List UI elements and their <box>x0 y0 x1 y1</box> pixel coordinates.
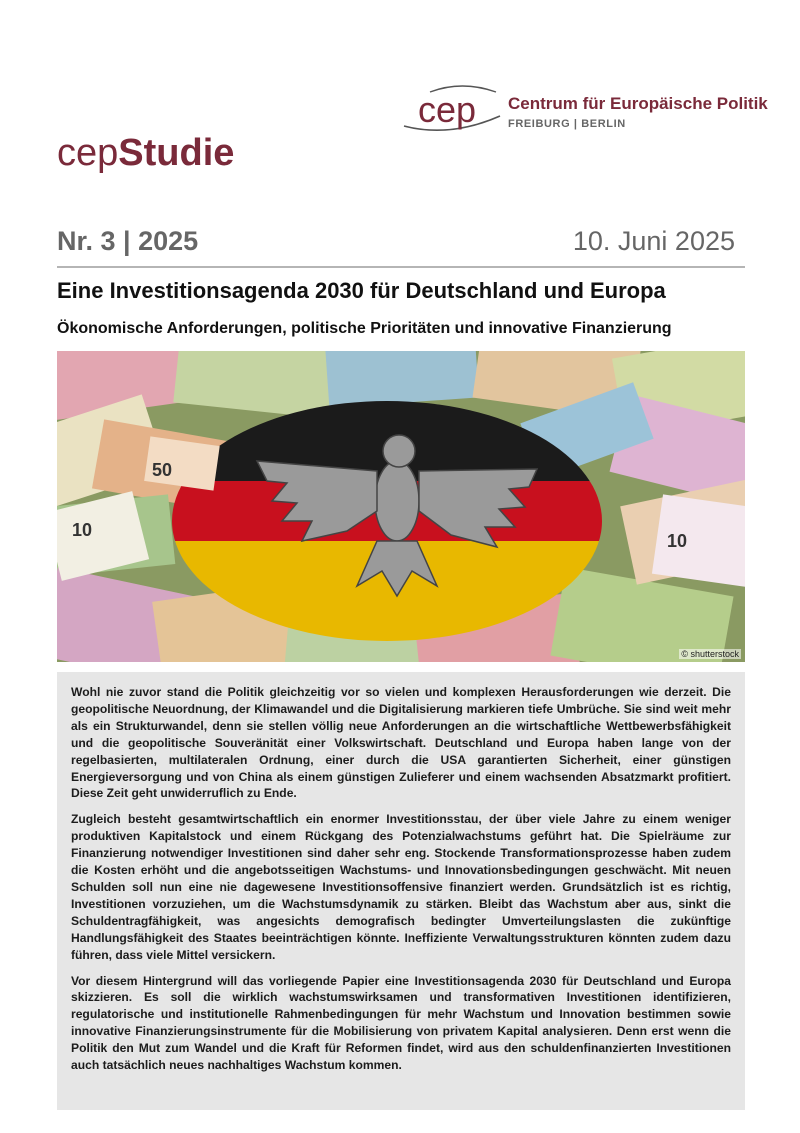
issue-meta <box>57 226 745 268</box>
svg-text:50: 50 <box>152 460 173 480</box>
abstract-paragraph: Vor diesem Hintergrund will das vorliegende Papier eine Investitionsagenda 2030 für Deutschland und Europa skizzieren. Es soll die wirklich wachstumswirksamen und transformativen Investitionen identifizieren, regulatorische und institutionelle Rahmenbedingungen für mehr Wachstum und Innovation bestimmen sowie innovative Finanzierungsinstrumente für die Mobilisierung von privatem Kapital analysieren. Denn erst wenn die Politik den Mut zum Wandel und die Kraft für Reformen findet, wird aus den schuldenfinanzierten Investitionen auch tatsächlich neues nachhaltiges Wachstum kommen. <box>71 973 731 1073</box>
series-title <box>57 132 234 175</box>
org-name: Centrum für Europäische Politik <box>508 94 768 113</box>
document-subtitle: Ökonomische Anforderungen, politische Prioritäten und innovative Finanzierung <box>57 320 672 337</box>
abstract-box <box>57 672 745 1110</box>
series-name: Studie <box>118 132 235 174</box>
issue-number: Nr. 3 | 2025 <box>57 226 199 256</box>
series-prefix: cep <box>57 132 119 174</box>
abstract-paragraph: Zugleich besteht gesamtwirtschaftlich ein enormer Investitionsstau, der über viele Jahre zu einem weniger produktiven Kapitalstock und einem Rückgang des Potenzialwachstums geführt hat. Die Spielräume zur Finanzierung notwendiger Investitionen sind daher sehr eng. Stockende Transformationsprozesse haben zudem die Kosten erhöht und die angebotsseitigen Wachstums- und Innovationsbedingungen geschwächt. Mit neuen Schulden soll nun eine nie dagewesene Investitionsoffensive finanziert werden. Grundsätzlich ist es richtig, Investitionen vorzuziehen, um die Wachstumsdynamik zu stärken. Bleibt das Wachstum aber aus, sinkt die Schuldentragfähigkeit, was angesichts demografisch bedingter Umverteilungslasten die zukünftige Handlungsfähigkeit des Staates beeinträchtigen könnte. Ineffiziente Verwaltungsstrukturen könnten zudem dazu führen, dass viele Mittel versickern. <box>71 812 731 962</box>
cep-logo-mark <box>400 82 508 142</box>
issue-date: 10. Juni 2025 <box>572 226 735 256</box>
svg-text:10: 10 <box>72 520 93 540</box>
svg-text:10: 10 <box>667 531 688 551</box>
cep-logo <box>400 82 768 142</box>
document-title: Eine Investitionsagenda 2030 für Deutschland und Europa <box>57 278 666 303</box>
hero-illustration <box>57 351 745 662</box>
org-cities: FREIBURG | BERLIN <box>508 118 626 130</box>
euro-banknotes-federal-eagle-image <box>57 351 745 662</box>
abstract-paragraph: Wohl nie zuvor stand die Politik gleichzeitig vor so vielen und komplexen Herausforderungen wie derzeit. Die geopolitische Neuordnung, der Klimawandel und die Digitalisierung markieren tiefe Umbrüche. Sie sind weit mehr als ein Strukturwandel, denn sie stellen völlig neue Anforderungen an die wirtschaftliche Wettbewerbsfähigkeit und die geopolitische Souveränität einer Volkswirtschaft. Deutschland und Europa haben lange von der regelbasierten, multilateralen Ordnung, einer durch die USA garantierten Sicherheit, einer günstigen Energieversorgung und von China als einem günstigen Zulieferer und einem wachsenden Absatzmarkt profitiert. Diese Zeit geht unwiderruflich zu Ende. <box>71 685 731 801</box>
image-credit: © shutterstock <box>681 649 739 659</box>
cep-logo-text: cep <box>418 89 477 130</box>
